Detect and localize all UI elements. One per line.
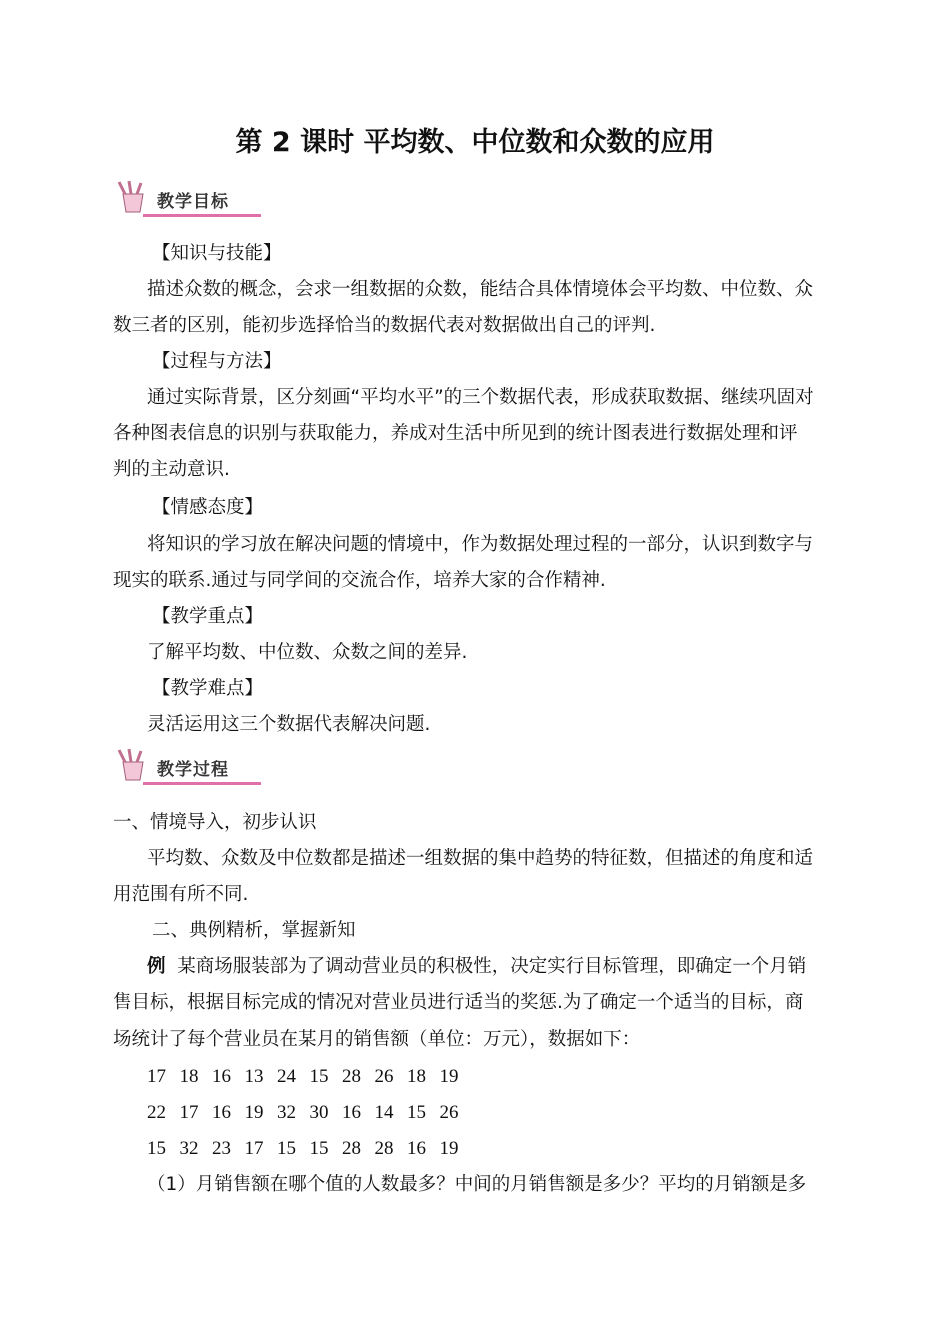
- paragraph-line: 通过实际背景，区分刻画“平均水平”的三个数据代表，形成获取数据、继续巩固对: [147, 387, 814, 408]
- paragraph-line: 了解平均数、中位数、众数之间的差异.: [147, 642, 468, 663]
- section-heading-1: 一、情境导入，初步认识: [113, 812, 317, 833]
- page-title: 第 2 课时 平均数、中位数和众数的应用: [235, 127, 715, 158]
- paragraph-line: 用范围有所不同.: [113, 884, 249, 905]
- paragraph-line: 灵活运用这三个数据代表解决问题.: [147, 714, 431, 735]
- heading-difficulties: 【教学难点】: [152, 678, 264, 699]
- paragraph-line: 描述众数的概念，会求一组数据的众数，能结合具体情境体会平均数、中位数、众: [147, 279, 814, 300]
- data-row: 22 17 16 19 32 30 16 14 15 26: [147, 1102, 459, 1123]
- paragraph-line: 平均数、众数及中位数都是描述一组数据的集中趋势的特征数，但描述的角度和适: [147, 848, 814, 869]
- badge-underline: [143, 214, 261, 217]
- data-row: 15 32 23 17 15 15 28 28 16 19: [147, 1138, 459, 1159]
- pen-holder-icon: [115, 748, 151, 784]
- pen-holder-icon: [115, 180, 151, 216]
- heading-process-method: 【过程与方法】: [152, 351, 282, 372]
- badge-label: 教学过程: [157, 760, 229, 780]
- badge-label: 教学目标: [157, 192, 229, 212]
- example-text: 某商场服装部为了调动营业员的积极性，决定实行目标管理，即确定一个月销: [177, 956, 807, 977]
- paragraph-line: 各种图表信息的识别与获取能力，养成对生活中所见到的统计图表进行数据处理和评: [113, 423, 798, 444]
- paragraph-line: 判的主动意识.: [113, 459, 230, 480]
- heading-attitude: 【情感态度】: [152, 497, 264, 518]
- paragraph-line: 将知识的学习放在解决问题的情境中，作为数据处理过程的一部分，认识到数字与: [147, 534, 814, 555]
- example-line: [147, 955, 806, 979]
- badge-underline: [143, 782, 261, 785]
- section-heading-2: 二、典例精析，掌握新知: [152, 920, 356, 941]
- heading-key-points: 【教学重点】: [152, 606, 264, 627]
- question-line: （1）月销售额在哪个值的人数最多？中间的月销售额是多少？平均的月销额是多: [147, 1174, 807, 1195]
- data-row: 17 18 16 13 24 15 28 26 18 19: [147, 1066, 459, 1087]
- paragraph-line: 售目标，根据目标完成的情况对营业员进行适当的奖惩.为了确定一个适当的目标，商: [113, 992, 804, 1013]
- section-badge-process: [113, 748, 261, 788]
- paragraph-line: 现实的联系.通过与同学间的交流合作，培养大家的合作精神.: [113, 570, 606, 591]
- section-badge-goals: [113, 180, 261, 220]
- paragraph-line: 场统计了每个营业员在某月的销售额（单位：万元），数据如下：: [113, 1029, 641, 1050]
- heading-knowledge: 【知识与技能】: [152, 243, 282, 264]
- paragraph-line: 数三者的区别，能初步选择恰当的数据代表对数据做出自己的评判.: [113, 315, 656, 336]
- example-label: 例: [147, 956, 166, 977]
